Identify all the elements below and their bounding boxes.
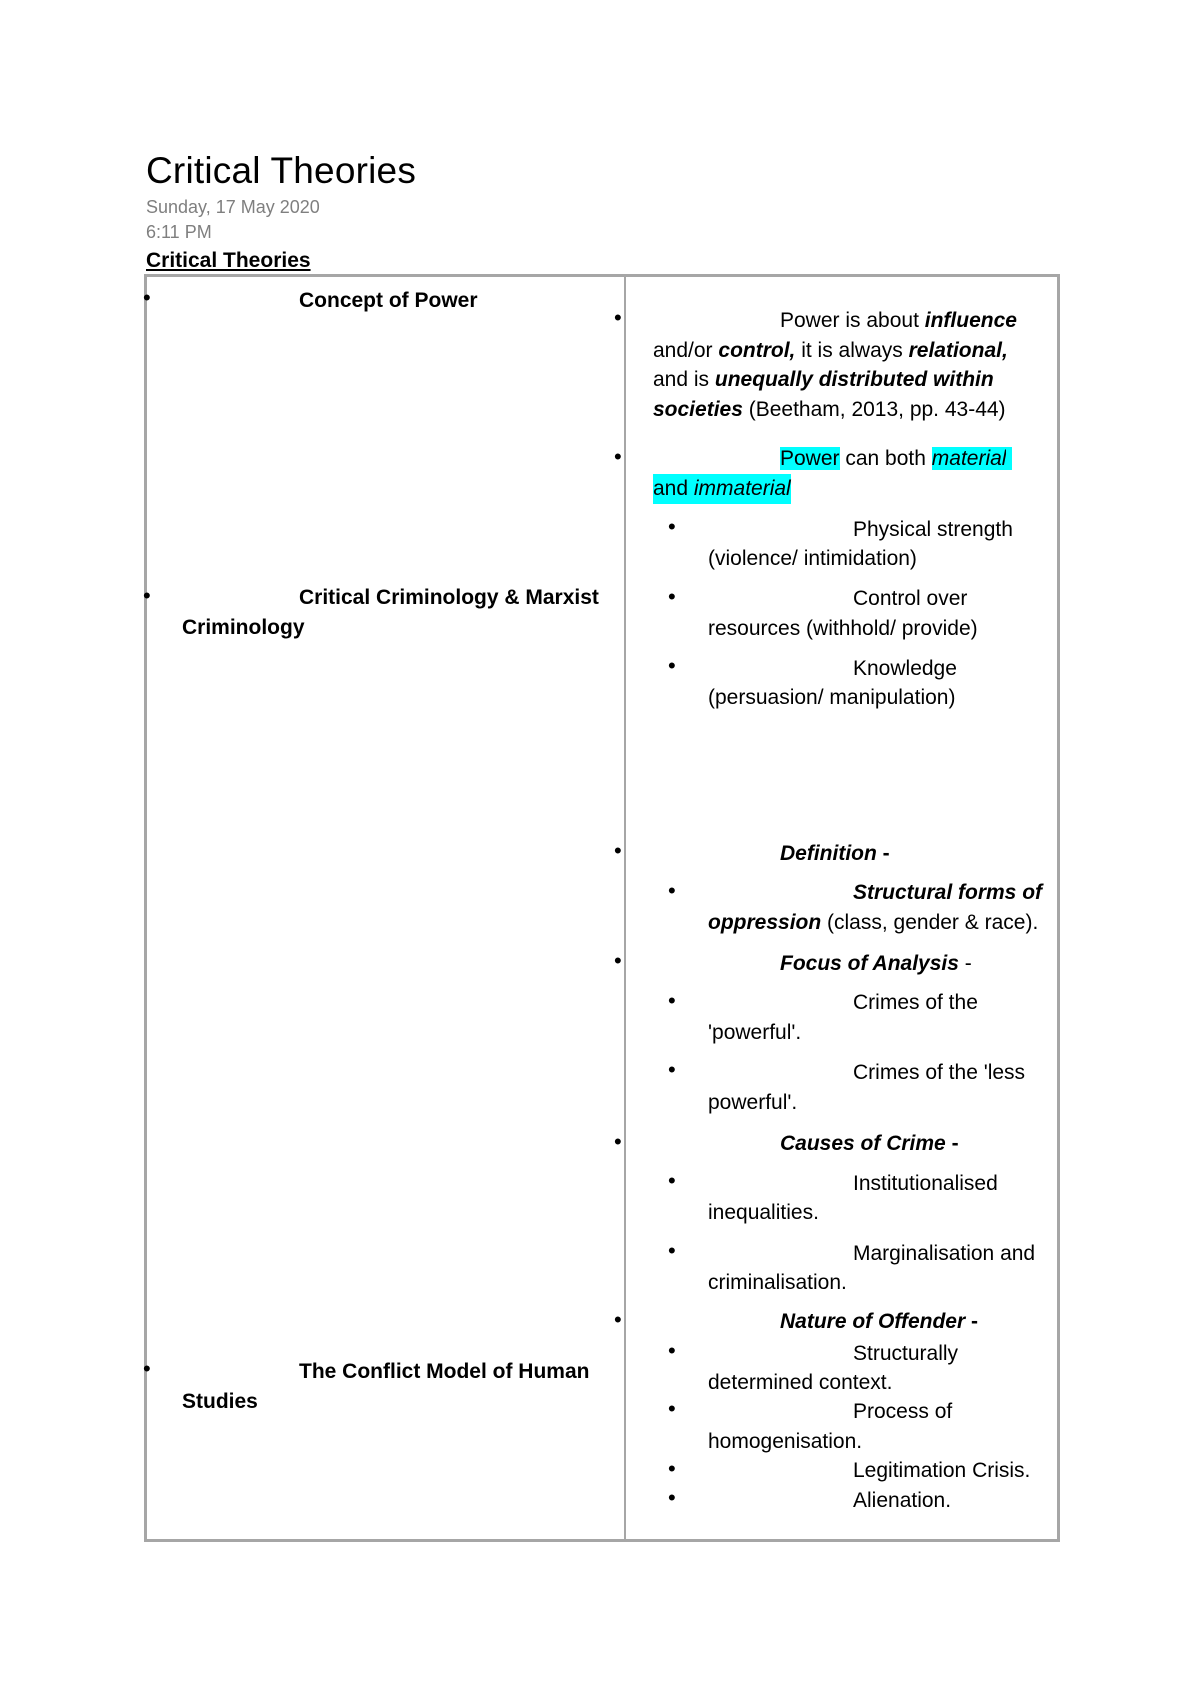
critical-criminology-heading-line2: Criminology (182, 616, 305, 639)
institutionalised-line1: Institutionalised (853, 1172, 998, 1195)
bullet-crimes-powerful: • (668, 988, 676, 1013)
bullet-control-resources: • (668, 584, 676, 609)
control-resources-line2: resources (withhold/ provide) (708, 617, 978, 640)
knowledge-line2: (persuasion/ manipulation) (708, 686, 956, 709)
bullet-marginalisation: • (668, 1238, 676, 1263)
physical-strength-line1: Physical strength (853, 518, 1013, 541)
conflict-model-heading-line2: Studies (182, 1390, 258, 1413)
marginalisation-line1: Marginalisation and (853, 1242, 1036, 1265)
page-time: 6:11 PM (146, 222, 212, 242)
focus-analysis-heading: Focus of Analysis - (780, 952, 972, 975)
power-definition-line2: and/or control, it is always relational, (653, 339, 1008, 362)
institutionalised-line2: inequalities. (708, 1201, 819, 1224)
homogenisation-line1: Process of (853, 1400, 953, 1423)
structurally-determined-line1: Structurally (853, 1342, 959, 1365)
crimes-powerful-line1: Crimes of the (853, 991, 978, 1014)
structural-oppression-line2: oppression (class, gender & race). (708, 911, 1039, 934)
bullet-structurally-determined: • (668, 1338, 676, 1363)
bullet-homogenisation: • (668, 1396, 676, 1421)
structurally-determined-line2: determined context. (708, 1371, 893, 1394)
power-forms-line1: Power can both material (780, 444, 1012, 474)
bullet-definition: • (614, 838, 622, 863)
knowledge-line1: Knowledge (853, 657, 957, 680)
control-resources-line1: Control over (853, 587, 968, 610)
bullet-focus-analysis: • (614, 948, 622, 973)
bullet-alienation: • (668, 1485, 676, 1510)
bullet-power-forms: • (614, 444, 622, 469)
structural-oppression-line1: Structural forms of (853, 881, 1043, 904)
section-heading: Critical Theories (146, 249, 311, 272)
power-definition-line1: Power is about influence (780, 309, 1017, 332)
causes-crime-heading: Causes of Crime - (780, 1132, 959, 1155)
crimes-less-powerful-line2: powerful'. (708, 1091, 798, 1114)
bullet-structural-oppression: • (668, 878, 676, 903)
bullet-institutionalised: • (668, 1168, 676, 1193)
concept-of-power-heading: Concept of Power (299, 289, 478, 312)
bullet-crimes-less-powerful: • (668, 1057, 676, 1082)
bullet-causes-crime: • (614, 1129, 622, 1154)
bullet-nature-offender: • (614, 1307, 622, 1332)
conflict-model-heading-line1: The Conflict Model of Human (299, 1360, 590, 1383)
bullet-power-definition: • (614, 305, 622, 330)
nature-offender-heading: Nature of Offender - (780, 1310, 978, 1333)
physical-strength-line2: (violence/ intimidation) (708, 547, 917, 570)
crimes-powerful-line2: 'powerful'. (708, 1021, 802, 1044)
homogenisation-line2: homogenisation. (708, 1430, 863, 1453)
marginalisation-line2: criminalisation. (708, 1271, 847, 1294)
power-definition-line4: societies (Beetham, 2013, pp. 43-44) (653, 398, 1006, 421)
critical-criminology-heading-line1: Critical Criminology & Marxist (299, 586, 599, 609)
crimes-less-powerful-line1: Crimes of the 'less (853, 1061, 1026, 1084)
definition-heading: Definition - (780, 842, 890, 865)
bullet-concept-of-power: • (143, 285, 151, 310)
legitimation-crisis: Legitimation Crisis. (853, 1459, 1031, 1482)
bullet-legitimation-crisis: • (668, 1456, 676, 1481)
page-title: Critical Theories (146, 150, 417, 191)
table-column-divider (624, 277, 626, 1539)
alienation: Alienation. (853, 1489, 952, 1512)
bullet-conflict-model: • (143, 1356, 151, 1381)
bullet-knowledge: • (668, 653, 676, 678)
bullet-physical-strength: • (668, 514, 676, 539)
page-date: Sunday, 17 May 2020 (146, 197, 320, 217)
power-definition-line3: and is unequally distributed within (653, 368, 994, 391)
bullet-critical-criminology: • (143, 583, 151, 608)
power-forms-line2: and immaterial (653, 474, 791, 504)
